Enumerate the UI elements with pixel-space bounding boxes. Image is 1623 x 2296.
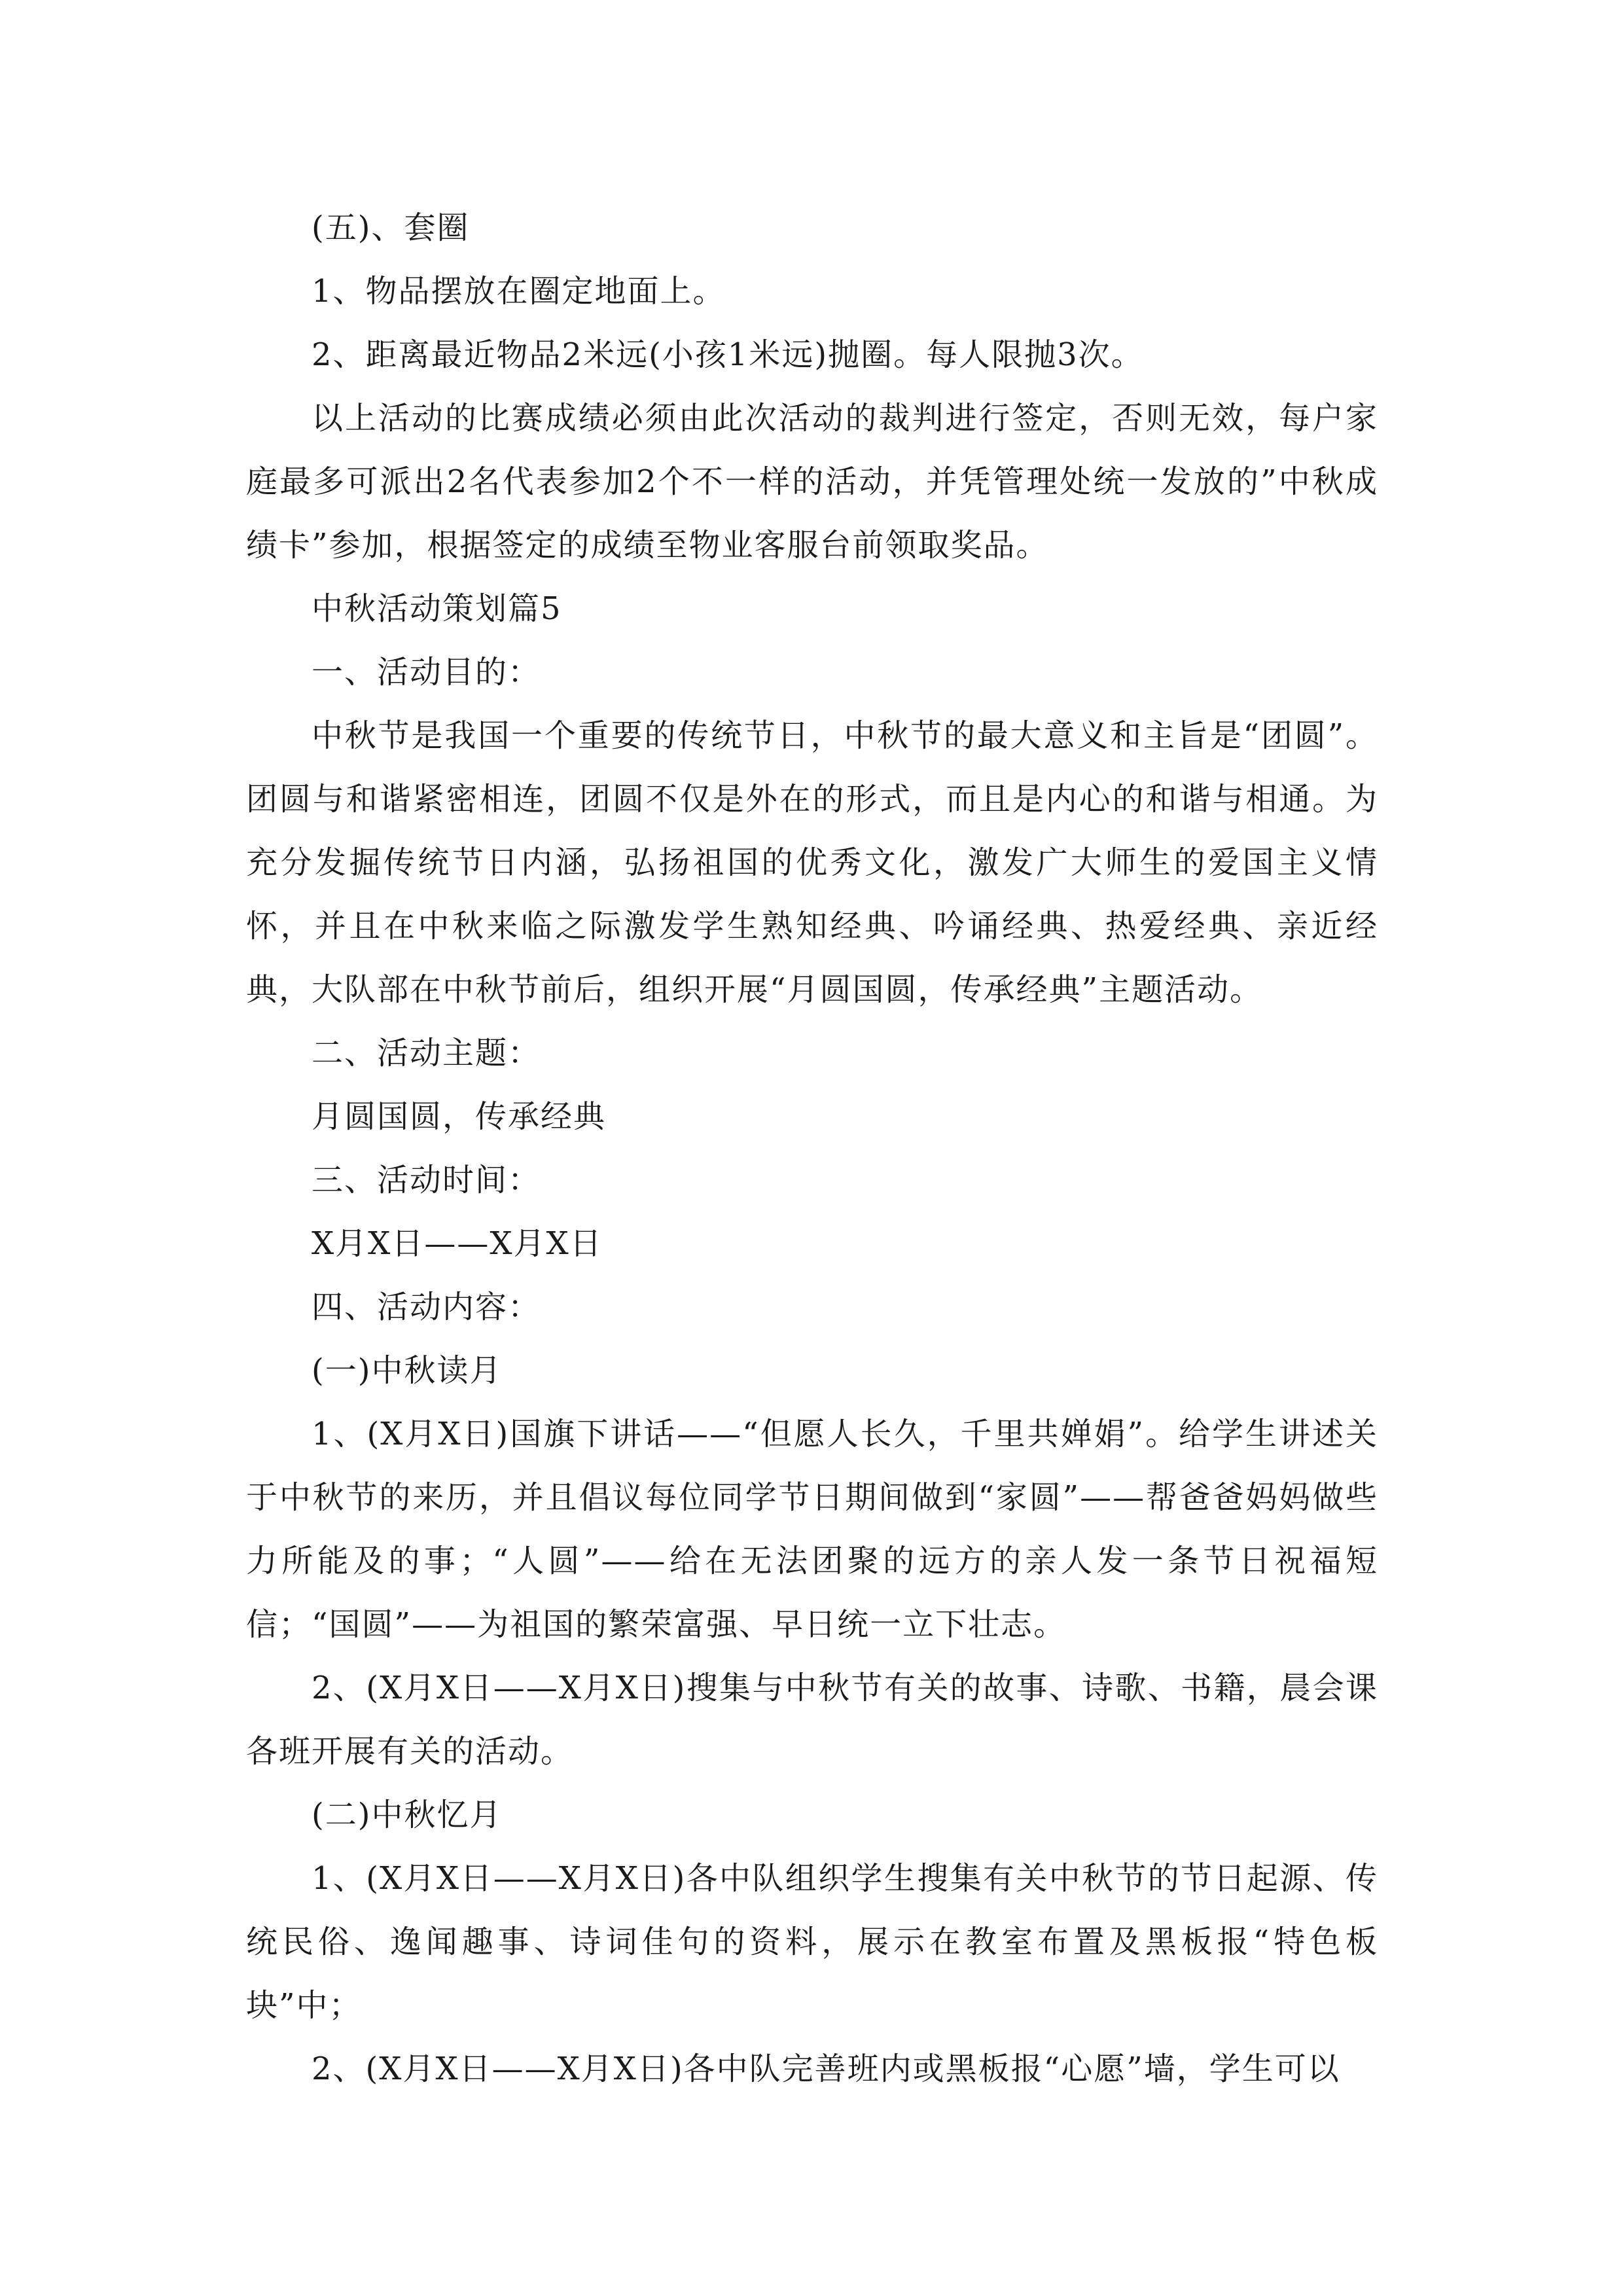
heading-content: 四、活动内容： (312, 1289, 541, 1325)
subsection-heading: (二)中秋忆月 (312, 1797, 503, 1833)
paragraph: X月X日——X月X日 (312, 1225, 603, 1262)
heading-purpose: 一、活动目的： (312, 654, 541, 691)
document-body (246, 196, 1378, 2101)
section-title: 中秋活动策划篇5 (312, 590, 562, 627)
paragraph: 2、(X月X日——X月X日)搜集与中秋节有关的故事、诗歌、书籍，晨会课各班开展有关的活动。 (246, 1670, 1378, 1770)
subsection-heading-ring-toss: (五)、套圈 (312, 209, 470, 246)
paragraph: 以上活动的比赛成绩必须由此次活动的裁判进行签定，否则无效，每户家庭最多可派出2名代表参加2个不一样的活动，并凭管理处统一发放的”中秋成绩卡”参加，根据签定的成绩至物业客服台前领取奖品。 (246, 400, 1378, 564)
paragraph: 2、(X月X日——X月X日)各中队完善班内或黑板报“心愿”墙，学生可以 (312, 2051, 1340, 2087)
subsection-heading: (一)中秋读月 (312, 1352, 503, 1389)
heading-time: 三、活动时间： (312, 1162, 541, 1198)
paragraph: 1、物品摆放在圈定地面上。 (312, 273, 726, 310)
paragraph: 2、距离最近物品2米远(小孩1米远)抛圈。每人限抛3次。 (312, 336, 1144, 373)
paragraph: 中秋节是我国一个重要的传统节日，中秋节的最大意义和主旨是“团圆”。团圆与和谐紧密相连，团圆不仅是外在的形式，而且是内心的和谐与相通。为充分发掘传统节日内涵，弘扬祖国的优秀文化，激发广大师生的爱国主义情怀，并且在中秋来临之际激发学生熟知经典、吟诵经典、热爱经典、亲近经典，大队部在中秋节前后，组织开展“月圆国圆，传承经典”主题活动。 (246, 717, 1378, 1008)
paragraph: 月圆国圆，传承经典 (312, 1098, 607, 1135)
paragraph: 1、(X月X日——X月X日)各中队组织学生搜集有关中秋节的节日起源、传统民俗、逸闻趣事、诗词佳句的资料，展示在教室布置及黑板报“特色板块”中； (246, 1860, 1378, 2024)
heading-theme: 二、活动主题： (312, 1035, 541, 1071)
paragraph: 1、(X月X日)国旗下讲话——“但愿人长久，千里共婵娟”。给学生讲述关于中秋节的来历，并且倡议每位同学节日期间做到“家圆”——帮爸爸妈妈做些力所能及的事；“人圆”——给在无法团聚的远方的亲人发一条节日祝福短信；“国圆”——为祖国的繁荣富强、早日统一立下壮志。 (246, 1416, 1378, 1643)
